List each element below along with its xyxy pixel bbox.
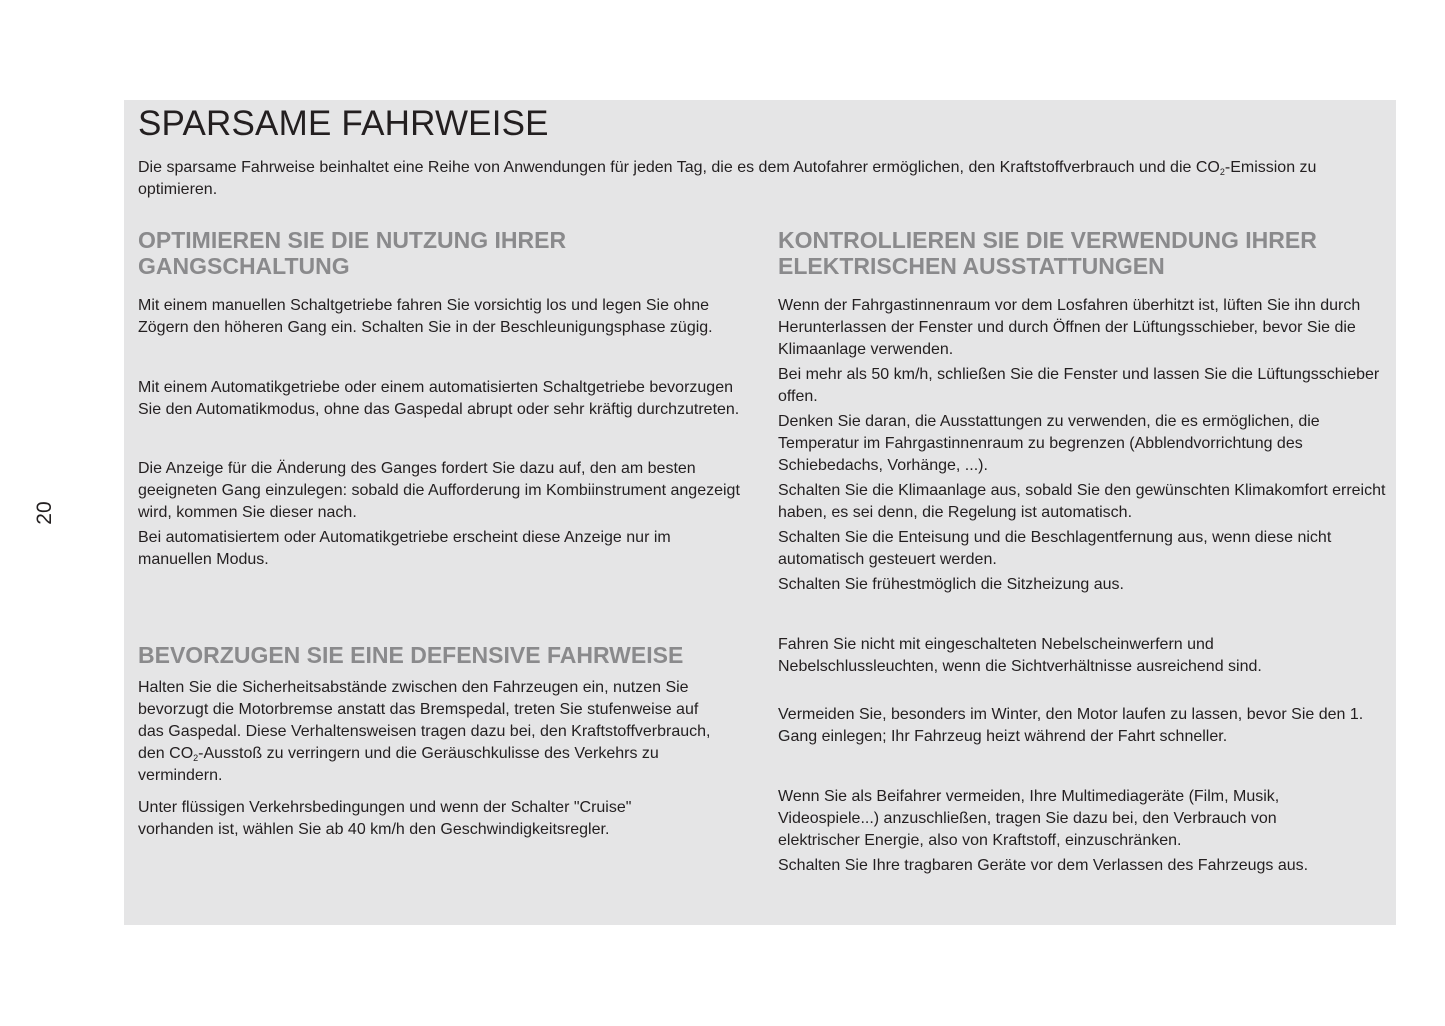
multimedia-paragraph — [778, 786, 1338, 877]
defensive-text-start: Halten Sie die Sicherheitsabstände zwischen den Fahrzeugen ein, nutzen Sie bevorzugt die Motorbremse anstatt das Bremspedal, treten Sie stufenweise auf das Gaspedal. Diese Verhaltensweisen tragen dazu bei, den Kraftstoffverbrauch, den CO — [138, 679, 711, 762]
intro-text: Die sparsame Fahrweise beinhaltet eine Reihe von Anwendungen für jeden Tag, die es dem Autofahrer ermöglichen, den Kraftstoffverbrauch und die CO — [138, 159, 1220, 176]
electrical-ventilation-text: Wenn der Fahrgastinnenraum vor dem Losfahren überhitzt ist, lüften Sie ihn durch Herunterlassen der Fenster und durch Öffnen der Lüftungsschieber, bevor Sie die Klimaanlage verwenden. — [778, 297, 1361, 358]
defensive-text-end: -Ausstoß zu verringern und die Geräuschkulisse des Verkehrs zu vermindern. — [138, 745, 659, 784]
co2-subscript: 2 — [193, 753, 199, 763]
electrical-aircon-text: Schalten Sie die Klimaanlage aus, sobald Sie den gewünschten Klimakomfort erreicht haben, es sei denn, die Regelung ist automatisch. — [778, 482, 1386, 521]
content-panel — [124, 100, 1396, 925]
electrical-seat-heating-text: Schalten Sie frühestmöglich die Sitzheizung aus. — [778, 576, 1124, 593]
heading-gear-shifting: OPTIMIEREN SIE DIE NUTZUNG IHRER GANGSCHALTUNG — [138, 227, 567, 279]
page-title: SPARSAME FAHRWEISE — [138, 104, 549, 143]
multimedia-text: Wenn Sie als Beifahrer vermeiden, Ihre Multimediageräte (Film, Musik, Videospiele...) anzuschließen, tragen Sie dazu bei, den Verbrauch von elektrischer Energie, also von Kraftstoff, einzuschränken. — [778, 788, 1280, 849]
gear-indicator-text: Die Anzeige für die Änderung des Ganges fordert Sie dazu auf, den am besten geeigneten Gang einzulegen: sobald die Aufforderung im Kombiinstrument angezeigt wird, kommen Sie dieser nach. — [138, 460, 740, 521]
heading-electrical-equipment: KONTROLLIEREN SIE DIE VERWENDUNG IHRER ELEKTRISCHEN AUSSTATTUNGEN — [778, 227, 1317, 279]
gear-indicator-paragraph — [138, 458, 748, 571]
page-number: 20 — [33, 501, 56, 525]
cruise-text: Unter flüssigen Verkehrsbedingungen und wenn der Schalter "Cruise" vorhanden ist, wählen Sie ab 40 km/h den Geschwindigkeitsregler. — [138, 799, 632, 838]
intro-text-end: -Emission zu optimieren. — [138, 159, 1317, 198]
electrical-windows-text: Bei mehr als 50 km/h, schließen Sie die Fenster und lassen Sie die Lüftungsschieber offen. — [778, 366, 1380, 405]
heading-defensive-driving: BEVORZUGEN SIE EINE DEFENSIVE FAHRWEISE — [138, 642, 684, 668]
gear-automatic-paragraph — [138, 377, 748, 421]
gear-automatic-text: Mit einem Automatikgetriebe oder einem automatisierten Schaltgetriebe bevorzugen Sie den Automatikmodus, ohne das Gaspedal abrupt oder sehr kräftig durchzutreten. — [138, 379, 740, 418]
electrical-shading-text: Denken Sie daran, die Ausstattungen zu verwenden, die es ermöglichen, die Temperatur im Fahrgastinnenraum zu begrenzen (Abblendvorrichtung des Schiebedachs, Vorhänge, ...). — [778, 413, 1320, 474]
cruise-paragraph — [138, 797, 698, 841]
gear-manual-text: Mit einem manuellen Schaltgetriebe fahren Sie vorsichtig los und legen Sie ohne Zögern den höheren Gang ein. Schalten Sie in der Beschleunigungsphase zügig. — [138, 297, 713, 336]
gear-manual-paragraph — [138, 295, 748, 339]
defensive-paragraph — [138, 677, 728, 787]
intro-paragraph — [138, 157, 1368, 201]
defensive-text — [138, 677, 728, 787]
winter-paragraph — [778, 704, 1390, 748]
co2-subscript: 2 — [1219, 167, 1225, 177]
electrical-defrost-text: Schalten Sie die Enteisung und die Beschlagentfernung aus, wenn diese nicht automatisch gesteuert werden. — [778, 529, 1332, 568]
portable-devices-text: Schalten Sie Ihre tragbaren Geräte vor dem Verlassen des Fahrzeugs aus. — [778, 857, 1309, 874]
gear-indicator-note: Bei automatisiertem oder Automatikgetriebe erscheint diese Anzeige nur im manuellen Modus. — [138, 529, 671, 568]
electrical-paragraphs — [778, 295, 1390, 596]
winter-text: Vermeiden Sie, besonders im Winter, den Motor laufen zu lassen, bevor Sie den 1. Gang einlegen; Ihr Fahrzeug heizt während der Fahrt schneller. — [778, 706, 1364, 745]
fog-lights-text: Fahren Sie nicht mit eingeschalteten Nebelscheinwerfern und Nebelschlussleuchten, wenn die Sichtverhältnisse ausreichend sind. — [778, 636, 1262, 675]
fog-lights-paragraph — [778, 634, 1338, 678]
